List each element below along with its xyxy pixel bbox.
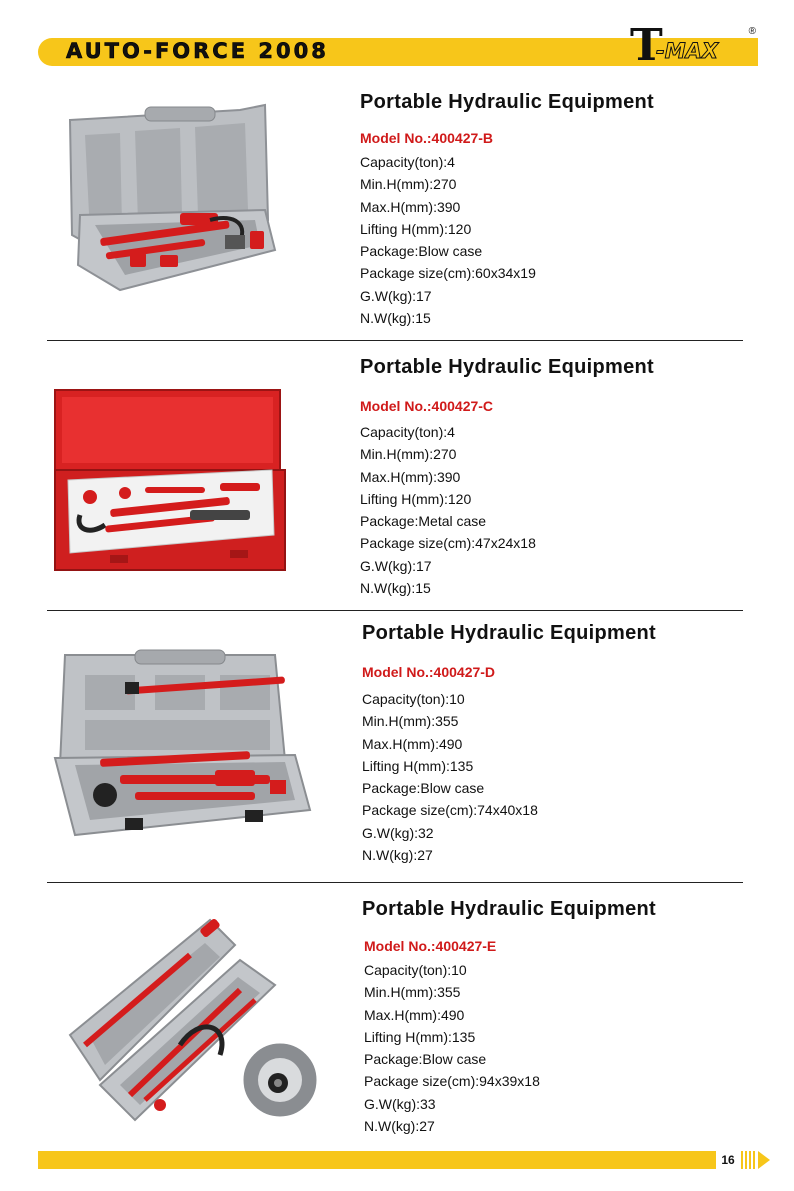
spec-min-height: Min.H(mm):355 <box>362 713 459 730</box>
spec-list <box>360 151 536 329</box>
section-divider <box>47 340 743 341</box>
tilted-case-with-wheel-image <box>60 915 320 1135</box>
spec-list <box>362 688 538 866</box>
spec-package-size: Package size(cm):94x39x18 <box>364 1073 540 1090</box>
brand-logo-t: T <box>630 20 663 71</box>
spec-package-size: Package size(cm):60x34x19 <box>360 265 536 282</box>
spec-capacity: Capacity(ton):4 <box>360 424 455 440</box>
stripe <box>753 1151 755 1169</box>
arrow-right-icon <box>758 1151 770 1169</box>
plastic-case-image <box>45 640 315 840</box>
metal-case-image <box>50 385 290 575</box>
spec-lifting-height: Lifting H(mm):135 <box>364 1028 476 1045</box>
product-title: Portable Hydraulic Equipment <box>362 622 657 644</box>
section-divider <box>47 882 743 883</box>
spec-list <box>360 421 536 599</box>
spec-gross-weight: G.W(kg):33 <box>364 1095 436 1112</box>
spec-package: Package:Blow case <box>364 1051 487 1068</box>
spec-list <box>364 959 540 1137</box>
spec-max-height: Max.H(mm):490 <box>362 735 463 752</box>
footer-bar <box>38 1151 716 1169</box>
spec-package: Package:Blow case <box>360 243 483 260</box>
spec-net-weight: N.W(kg):27 <box>364 1118 435 1135</box>
page-header <box>38 20 758 71</box>
stripe <box>741 1151 743 1169</box>
spec-capacity: Capacity(ton):10 <box>364 962 467 978</box>
header-title: AUTO-FORCE 2008 <box>66 39 329 63</box>
spec-capacity: Capacity(ton):10 <box>362 691 465 707</box>
product-title: Portable Hydraulic Equipment <box>362 898 657 920</box>
brand-logo-text: -MAX <box>656 39 719 63</box>
spec-gross-weight: G.W(kg):17 <box>360 557 432 574</box>
model-number: Model No.:400427-C <box>360 398 494 414</box>
spec-lifting-height: Lifting H(mm):135 <box>362 757 474 774</box>
spec-net-weight: N.W(kg):27 <box>362 847 433 864</box>
spec-gross-weight: G.W(kg):32 <box>362 824 434 841</box>
spec-max-height: Max.H(mm):390 <box>360 198 461 215</box>
footer-stripes <box>741 1151 755 1169</box>
spec-package: Package:Blow case <box>362 780 485 797</box>
registered-mark: ® <box>748 26 756 37</box>
section-divider <box>47 610 743 611</box>
spec-min-height: Min.H(mm):355 <box>364 984 461 1001</box>
spec-lifting-height: Lifting H(mm):120 <box>360 490 472 507</box>
page-number: 16 <box>721 1153 735 1167</box>
spec-net-weight: N.W(kg):15 <box>360 310 431 327</box>
product-title: Portable Hydraulic Equipment <box>360 91 655 113</box>
spec-min-height: Min.H(mm):270 <box>360 176 457 193</box>
spec-package-size: Package size(cm):74x40x18 <box>362 802 538 819</box>
model-number: Model No.:400427-E <box>364 938 497 954</box>
model-number: Model No.:400427-B <box>360 130 494 146</box>
spec-min-height: Min.H(mm):270 <box>360 446 457 463</box>
spec-lifting-height: Lifting H(mm):120 <box>360 220 472 237</box>
spec-max-height: Max.H(mm):390 <box>360 468 461 485</box>
model-number: Model No.:400427-D <box>362 664 496 680</box>
product-title: Portable Hydraulic Equipment <box>360 356 655 378</box>
plastic-case-image <box>60 95 280 295</box>
spec-net-weight: N.W(kg):15 <box>360 580 431 597</box>
spec-max-height: Max.H(mm):490 <box>364 1006 465 1023</box>
brand-logo <box>630 20 756 71</box>
stripe <box>749 1151 751 1169</box>
stripe <box>745 1151 747 1169</box>
spec-package: Package:Metal case <box>360 513 487 530</box>
spec-capacity: Capacity(ton):4 <box>360 154 455 170</box>
spec-package-size: Package size(cm):47x24x18 <box>360 535 536 552</box>
spec-gross-weight: G.W(kg):17 <box>360 287 432 304</box>
